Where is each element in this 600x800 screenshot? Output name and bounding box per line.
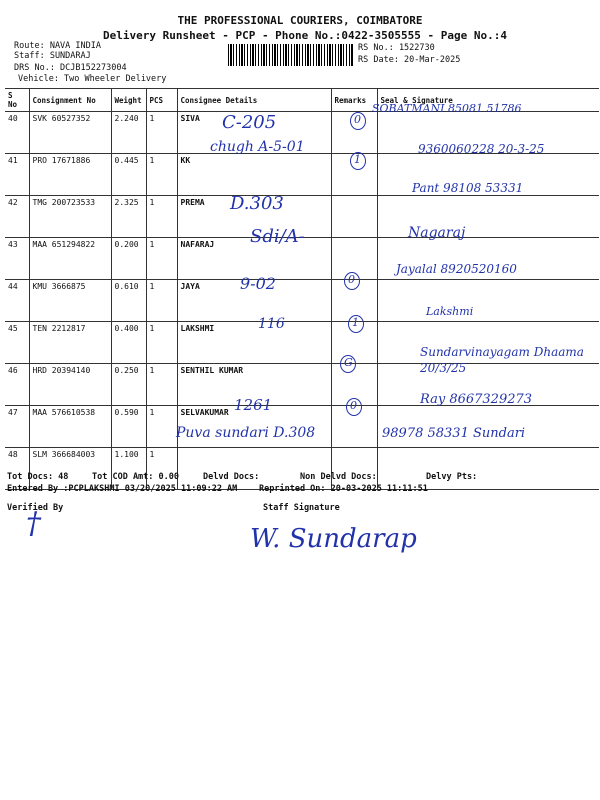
table-row [5, 406, 599, 448]
pieces-cell: 1 [146, 364, 177, 406]
handwritten-flat-number: 9-02 [240, 274, 276, 293]
weight-cell: 0.250 [111, 364, 146, 406]
total-docs: Tot Docs: 48 [7, 472, 69, 482]
remarks-cell [331, 406, 377, 448]
seal-signature-cell [377, 322, 599, 364]
seal-signature-cell [377, 112, 599, 154]
handwritten-receiver-signature: Lakshmi [426, 305, 474, 318]
table-row [5, 112, 599, 154]
remark-code: 1 [354, 153, 361, 166]
handwritten-receiver-signature: SOBATMANI 85081 51786 [372, 102, 522, 115]
remark-code: 0 [348, 273, 355, 286]
table-row [5, 364, 599, 406]
runsheet-title: Delivery Runsheet - PCP - Phone No.:0422-3505555 - Page No.:4 [103, 29, 507, 42]
entered-by: Entered By :PCPLAKSHMI 03/20/2025 11:09:22 AM [7, 484, 238, 494]
handwritten-flat-number: chugh A-5-01 [210, 139, 305, 155]
weight-cell: 1.100 [111, 448, 146, 490]
consignment-number-cell: MAA 651294822 [29, 238, 111, 280]
remarks-cell [331, 280, 377, 322]
runsheet-table [5, 88, 599, 490]
pieces-cell: 1 [146, 196, 177, 238]
seal-signature-cell [377, 196, 599, 238]
remarks-cell [331, 238, 377, 280]
remarks-cell [331, 154, 377, 196]
remarks-cell [331, 364, 377, 406]
serial-number-cell: 40 [8, 114, 18, 123]
consignment-number-cell: PRO 17671886 [29, 154, 111, 196]
weight-cell: 0.200 [111, 238, 146, 280]
weight-cell: 0.445 [111, 154, 146, 196]
table-row [5, 322, 599, 364]
consignee-cell: KK [177, 154, 331, 196]
consignee-cell: SENTHIL KUMAR [177, 364, 331, 406]
consignment-number-cell: TEN 2212817 [29, 322, 111, 364]
verified-by-label: Verified By [7, 503, 64, 513]
column-header: Consignment No [29, 89, 111, 112]
serial-number-cell: 45 [8, 324, 18, 333]
non-delivered-docs: Non Delvd Docs: [300, 472, 377, 482]
handwritten-receiver-signature: Ray 8667329273 [420, 392, 533, 407]
drs-number: DRS No.: DCJB152273004 [14, 63, 127, 73]
column-header: Consignee Details [177, 89, 331, 112]
weight-cell: 0.590 [111, 406, 146, 448]
weight-cell: 0.610 [111, 280, 146, 322]
delivered-docs: Delvd Docs: [203, 472, 260, 482]
column-header: Seal & Signature [377, 89, 599, 112]
seal-signature-cell [377, 154, 599, 196]
remark-code: 1 [352, 316, 359, 329]
rs-number: RS No.: 1522730 [358, 43, 435, 53]
staff-label: Staff: SUNDARAJ [14, 51, 91, 61]
pieces-cell: 1 [146, 154, 177, 196]
pieces-cell: 1 [146, 406, 177, 448]
seal-signature-cell [377, 280, 599, 322]
handwritten-receiver-signature: Sundarvinayagam Dhaama 20/3/25 [420, 345, 584, 375]
serial-number-cell: 42 [8, 198, 18, 207]
staff-handwritten-signature: W. Sundarap [250, 524, 417, 554]
staff-signature-label: Staff Signature [263, 503, 340, 513]
handwritten-flat-number: Puva sundari D.308 [176, 425, 316, 441]
weight-cell: 2.240 [111, 112, 146, 154]
column-header: S No [8, 91, 18, 109]
column-header: PCS [146, 89, 177, 112]
serial-number-cell: 43 [8, 240, 18, 249]
handwritten-receiver-signature: 9360060228 20-3-25 [418, 142, 545, 156]
remark-code: 0 [354, 113, 361, 126]
consignee-cell: SIVA [177, 112, 331, 154]
column-header: Remarks [331, 89, 377, 112]
consignment-number-cell: SVK 60527352 [29, 112, 111, 154]
handwritten-receiver-signature: Pant 98108 53331 [412, 181, 524, 195]
pieces-cell: 1 [146, 112, 177, 154]
weight-cell: 2.325 [111, 196, 146, 238]
seal-signature-cell [377, 364, 599, 406]
table-header-row [5, 89, 599, 112]
handwritten-flat-number: 116 [258, 316, 285, 332]
pieces-cell: 1 [146, 448, 177, 490]
table-row [5, 238, 599, 280]
handwritten-receiver-signature: Jayalal 8920520160 [396, 262, 517, 276]
pieces-cell: 1 [146, 322, 177, 364]
consignment-number-cell: KMU 3666875 [29, 280, 111, 322]
pieces-cell: 1 [146, 238, 177, 280]
serial-number-cell: 46 [8, 366, 18, 375]
consignment-number-cell: MAA 576610538 [29, 406, 111, 448]
barcode [228, 44, 354, 66]
serial-number-cell: 44 [8, 282, 18, 291]
handwritten-flat-number: C-205 [222, 112, 277, 133]
table-row [5, 196, 599, 238]
total-cod-amount: Tot COD Amt: 0.00 [92, 472, 179, 482]
consignment-number-cell: TMG 200723533 [29, 196, 111, 238]
weight-cell: 0.400 [111, 322, 146, 364]
remark-code: G [344, 356, 353, 369]
serial-number-cell: 41 [8, 156, 18, 165]
column-header: Weight [111, 89, 146, 112]
remarks-cell [331, 112, 377, 154]
rs-date: RS Date: 20-Mar-2025 [358, 55, 461, 65]
consignee-cell: PREMA [177, 196, 331, 238]
vehicle-label: Vehicle: Two Wheeler Delivery [18, 74, 167, 84]
consignee-cell: JAYA [177, 280, 331, 322]
handwritten-flat-number: 1261 [234, 396, 273, 414]
handwritten-receiver-signature: Nagaraj [408, 225, 466, 241]
remarks-cell [331, 196, 377, 238]
consignment-number-cell: SLM 366684003 [29, 448, 111, 490]
company-title: THE PROFESSIONAL COURIERS, COIMBATORE [177, 14, 423, 27]
consignee-cell: SELVAKUMAR [177, 406, 331, 448]
serial-number-cell: 48 [8, 450, 18, 459]
handwritten-flat-number: Sdi/A- [250, 226, 305, 247]
handwritten-flat-number: D.303 [230, 193, 284, 214]
seal-signature-cell [377, 406, 599, 448]
consignee-cell: NAFARAJ [177, 238, 331, 280]
remarks-cell [331, 322, 377, 364]
serial-number-cell: 47 [8, 408, 18, 417]
seal-signature-cell [377, 238, 599, 280]
delivery-points: Delvy Pts: [426, 472, 478, 482]
reprinted-on: Reprinted On: 20-03-2025 11:11:51 [259, 484, 428, 494]
consignee-cell: LAKSHMI [177, 322, 331, 364]
table-row [5, 280, 599, 322]
handwritten-receiver-signature: 98978 58331 Sundari [382, 426, 526, 441]
consignment-number-cell: HRD 20394140 [29, 364, 111, 406]
table-row [5, 154, 599, 196]
pieces-cell: 1 [146, 280, 177, 322]
remark-code: 0 [350, 399, 357, 412]
route-label: Route: NAVA INDIA [14, 41, 101, 51]
verifier-mark: † [26, 506, 41, 541]
